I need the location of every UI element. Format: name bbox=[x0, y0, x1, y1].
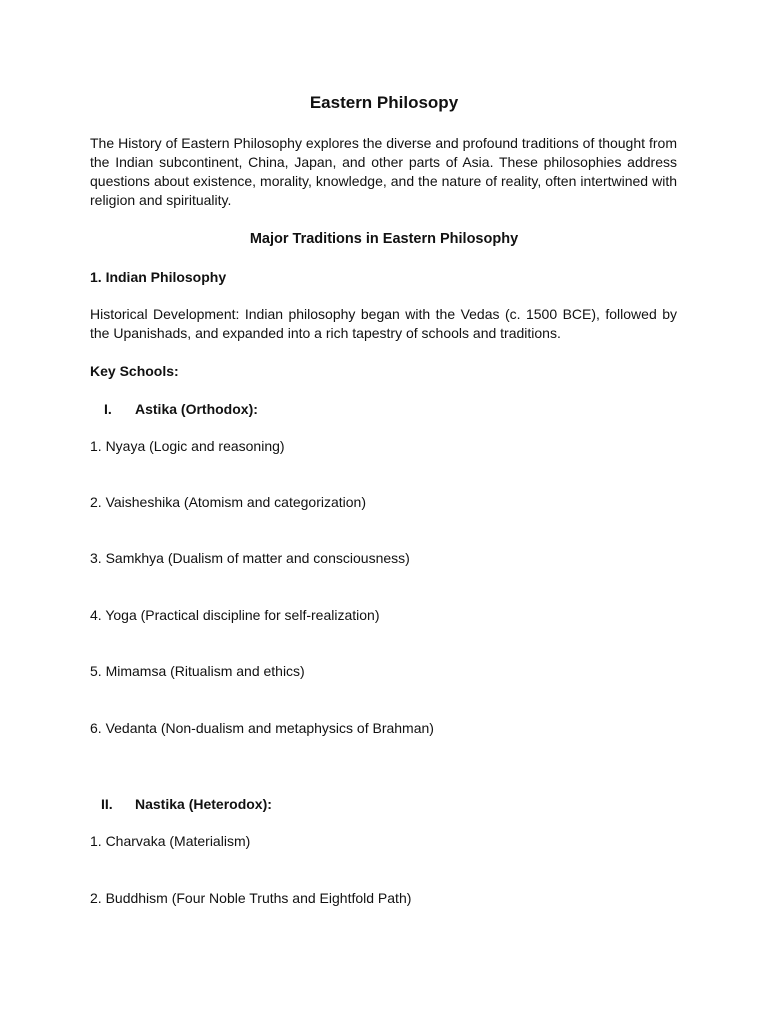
astika-label: Astika (Orthodox): bbox=[135, 401, 258, 417]
list-item: 1. Nyaya (Logic and reasoning) bbox=[90, 438, 285, 454]
historical-development-paragraph: Historical Development: Indian philosophy began with the Vedas (c. 1500 BCE), followed by the Upanishads, and expanded into a rich tapestry of schools and traditions. bbox=[90, 306, 677, 341]
section-heading: Major Traditions in Eastern Philosophy bbox=[249, 231, 519, 247]
list-item: 2. Buddhism (Four Noble Truths and Eightfold Path) bbox=[90, 890, 412, 906]
list-item: 6. Vedanta (Non-dualism and metaphysics of Brahman) bbox=[90, 720, 434, 736]
astika-numeral: I. bbox=[104, 401, 112, 417]
indian-philosophy-heading: 1. Indian Philosophy bbox=[90, 269, 227, 285]
nastika-numeral: II. bbox=[101, 796, 113, 812]
document-title: Eastern Philosopy bbox=[309, 93, 459, 112]
list-item: 1. Charvaka (Materialism) bbox=[90, 833, 251, 849]
list-item: 5. Mimamsa (Ritualism and ethics) bbox=[90, 663, 305, 679]
key-schools-label: Key Schools: bbox=[90, 363, 179, 379]
list-item: 3. Samkhya (Dualism of matter and consciousness) bbox=[90, 550, 410, 566]
list-item: 2. Vaisheshika (Atomism and categorization) bbox=[90, 494, 366, 510]
list-item: 4. Yoga (Practical discipline for self-realization) bbox=[90, 607, 380, 623]
intro-paragraph: The History of Eastern Philosophy explores the diverse and profound traditions of thought from the Indian subcontinent, China, Japan, and other parts of Asia. These philosophies address questions about existence, morality, knowledge, and the nature of reality, often intertwined with religion and spirituality. bbox=[90, 135, 677, 208]
nastika-label: Nastika (Heterodox): bbox=[135, 796, 272, 812]
